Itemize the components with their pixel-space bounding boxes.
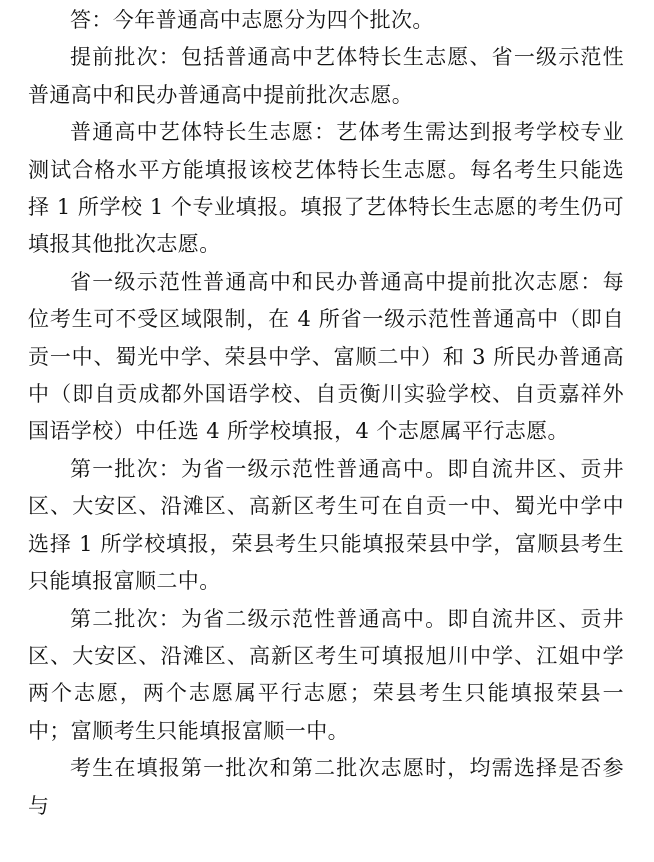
paragraph-answer-intro: 答：今年普通高中志愿分为四个批次。 [70, 8, 434, 32]
paragraph-note: 考生在填报第一批次和第二批次志愿时，均需选择是否参与 [28, 756, 624, 818]
paragraph-first-batch: 第一批次：为省一级示范性普通高中。即自流井区、贡井区、大安区、沿滩区、高新区考生可在自贡一中、蜀光中学中选择 1 所学校填报，荣县考生只能填报荣县中学，富顺县考生只能填报富顺二中。 [28, 456, 624, 594]
paragraph-early-batch: 提前批次：包括普通高中艺体特长生志愿、省一级示范性普通高中和民办普通高中提前批次志愿。 [28, 45, 624, 107]
paragraph-arts-sports: 普通高中艺体特长生志愿：艺体考生需达到报考学校专业测试合格水平方能填报该校艺体特长生志愿。每名考生只能选择 1 所学校 1 个专业填报。填报了艺体特长生志愿的考生仍可填报其他批次志愿。 [28, 120, 624, 257]
paragraph-provincial-private: 省一级示范性普通高中和民办普通高中提前批次志愿：每位考生可不受区域限制，在 4 所省一级示范性普通高中（即自贡一中、蜀光中学、荣县中学、富顺二中）和 3 所民办普通高中（即自贡成都外国语学校、自贡衡川实验学校、自贡嘉祥外国语学校）中任选 4 所学校填报，4 个志愿属平行志愿。 [28, 269, 624, 444]
paragraph-second-batch: 第二批次：为省二级示范性普通高中。即自流井区、贡井区、大安区、沿滩区、高新区考生可填报旭川中学、江姐中学两个志愿，两个志愿属平行志愿；荣县考生只能填报荣县一中；富顺考生只能填报富顺一中。 [28, 606, 624, 743]
